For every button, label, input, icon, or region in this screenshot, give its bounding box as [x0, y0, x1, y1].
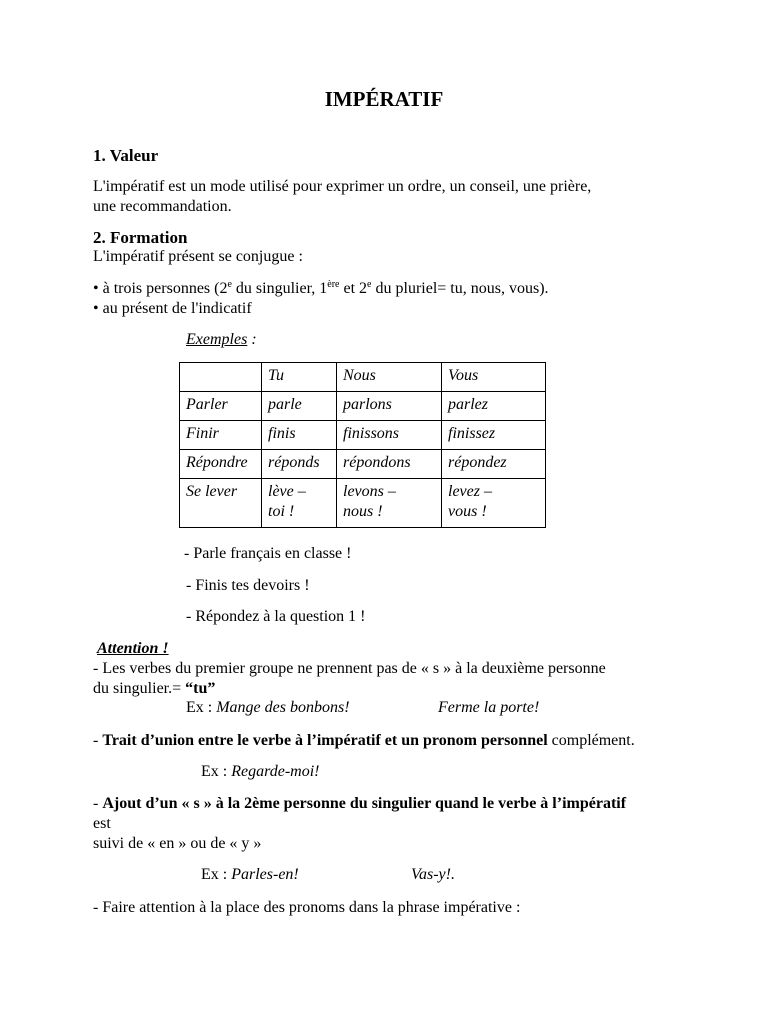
table-header-cell: [180, 363, 262, 392]
table-row: [180, 421, 546, 450]
cell-line: toi !: [268, 503, 295, 520]
table-cell: [262, 479, 337, 528]
table-cell: parle: [262, 392, 337, 421]
rule-line: est: [93, 815, 111, 832]
example-line: [186, 700, 350, 716]
rule-text: complément.: [547, 732, 635, 749]
conjugation-table: [179, 362, 546, 528]
examples-label: [186, 332, 257, 348]
example-sentence: - Répondez à la question 1 !: [186, 608, 366, 625]
paragraph-line: L'impératif est un mode utilisé pour exprimer un ordre, un conseil, une prière,: [93, 178, 592, 195]
table-cell: Finir: [180, 421, 262, 450]
example-prefix: Ex :: [201, 763, 232, 780]
table-header-cell: Tu: [262, 363, 337, 392]
cell-line: levons –: [343, 483, 396, 500]
superscript: e: [227, 279, 232, 290]
table-header-cell: Vous: [442, 363, 546, 392]
table-cell: [337, 479, 442, 528]
table-cell: Répondre: [180, 450, 262, 479]
bullet-text: du singulier, 1: [231, 280, 328, 297]
rule-line: [93, 796, 626, 812]
table-cell: finissons: [337, 421, 442, 450]
table-cell: parlons: [337, 392, 442, 421]
examples-label-colon: :: [247, 331, 257, 348]
superscript: e: [367, 279, 372, 290]
example-text: Mange des bonbons!: [216, 699, 350, 716]
rule-emphasis: Trait d’union entre le verbe à l’impératif et un pronom personnel: [102, 732, 548, 749]
rule-dash: -: [93, 732, 103, 749]
rule-emphasis: “tu”: [185, 680, 216, 697]
rule-line: suivi de « en » ou de « y »: [93, 835, 262, 852]
rule-emphasis: Ajout d’un « s » à la 2ème personne du singulier quand le verbe à l’impératif: [102, 795, 627, 812]
section-heading-valeur: 1. Valeur: [93, 146, 159, 165]
page-title: IMPÉRATIF: [324, 87, 444, 111]
bullet-symbol: •: [93, 280, 99, 297]
cell-line: nous !: [343, 503, 383, 520]
rule-text: du singulier.=: [93, 680, 186, 697]
bullet-item: [93, 281, 549, 297]
example-line: [201, 867, 299, 883]
table-cell: Parler: [180, 392, 262, 421]
example-text: Parles-en!: [231, 866, 299, 883]
example-text: Vas-y!.: [411, 866, 455, 883]
table-cell: parlez: [442, 392, 546, 421]
table-header-row: [180, 363, 546, 392]
table-cell: répondez: [442, 450, 546, 479]
attention-heading: Attention !: [97, 640, 169, 657]
bullet-item: • au présent de l'indicatif: [93, 300, 252, 317]
table-cell: Se lever: [180, 479, 262, 528]
bullet-text: et 2: [339, 280, 368, 297]
table-cell: finissez: [442, 421, 546, 450]
example-sentence: - Finis tes devoirs !: [186, 577, 310, 594]
rule-line: - Faire attention à la place des pronoms dans la phrase impérative :: [93, 899, 521, 916]
example-sentence: - Parle français en classe !: [184, 545, 352, 562]
table-header-cell: Nous: [337, 363, 442, 392]
superscript: ère: [327, 279, 340, 290]
bullet-text: à trois personnes (2: [98, 280, 228, 297]
example-prefix: Ex :: [186, 699, 217, 716]
examples-label-text: Exemples: [186, 331, 248, 348]
table-cell: finis: [262, 421, 337, 450]
rule-line: [93, 681, 215, 697]
example-text: Ferme la porte!: [438, 699, 540, 716]
bullet-text: du pluriel= tu, nous, vous).: [371, 280, 549, 297]
paragraph-line: une recommandation.: [93, 198, 232, 215]
table-row: [180, 450, 546, 479]
paragraph-line: L'impératif présent se conjugue :: [93, 248, 303, 265]
table-cell: [442, 479, 546, 528]
example-text: Regarde-moi!: [231, 763, 320, 780]
rule-dash: -: [93, 795, 103, 812]
cell-line: vous !: [448, 503, 487, 520]
cell-line: lève –: [268, 483, 306, 500]
example-prefix: Ex :: [201, 866, 232, 883]
table-cell: répondons: [337, 450, 442, 479]
rule-line: [93, 733, 635, 749]
table-cell: réponds: [262, 450, 337, 479]
section-heading-formation: 2. Formation: [93, 228, 188, 247]
rule-line: - Les verbes du premier groupe ne prennent pas de « s » à la deuxième personne: [93, 660, 606, 677]
table-row: [180, 392, 546, 421]
example-line: [201, 764, 319, 780]
table-row: [180, 479, 546, 528]
cell-line: levez –: [448, 483, 492, 500]
